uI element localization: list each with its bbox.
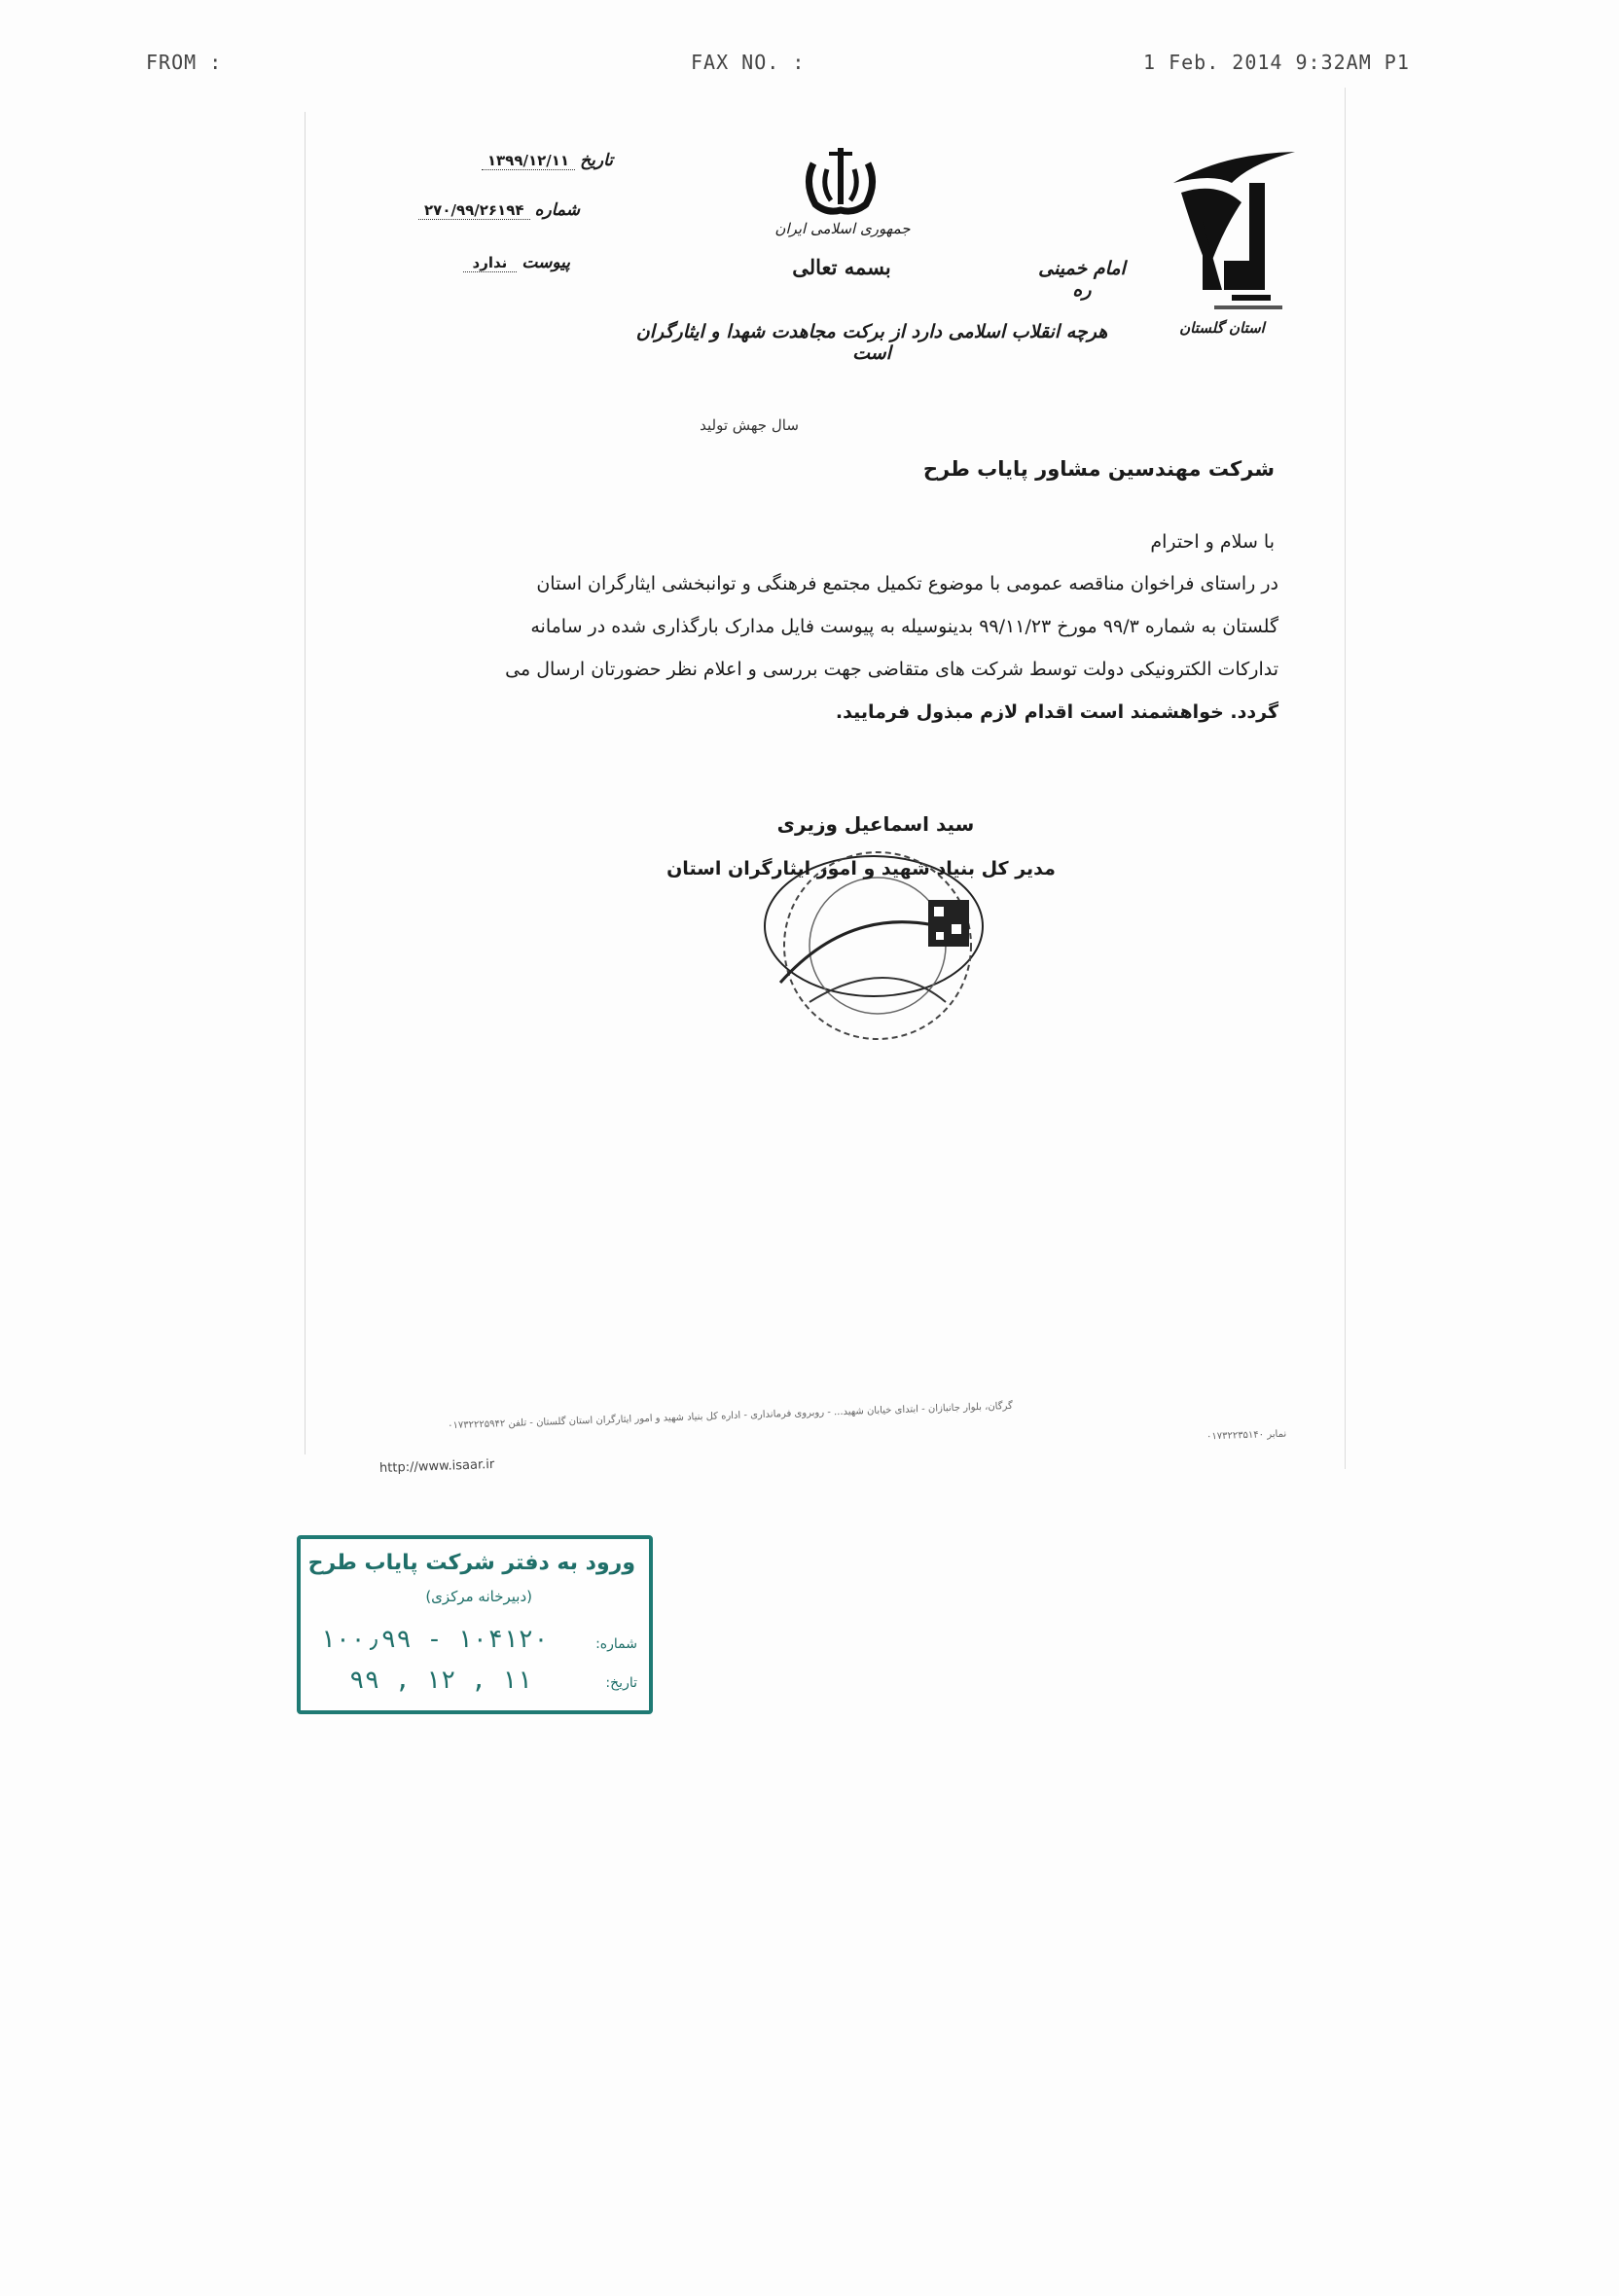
iran-emblem-icon bbox=[802, 144, 880, 216]
body-line-1: در راستای فراخوان مناقصه عمومی با موضوع تکمیل مجتمع فرهنگی و توانبخشی ایثارگران استان bbox=[536, 573, 1278, 594]
stamp-date-label: تاریخ: bbox=[605, 1675, 637, 1691]
imam-quote-label: امام خمینی ره bbox=[1038, 258, 1126, 301]
year-slogan: سال جهش تولید bbox=[700, 416, 799, 434]
org-logo-caption: استان گلستان bbox=[1179, 319, 1265, 337]
received-stamp bbox=[297, 1535, 653, 1714]
attachment-value: ندارد bbox=[463, 254, 518, 272]
date-value: ۱۳۹۹/۱۲/۱۱ bbox=[482, 152, 575, 170]
fax-from: FROM : bbox=[146, 51, 223, 74]
body-line-3: تدارکات الکترونیکی دولت توسط شرکت های متقاضی جهت بررسی و اعلام نظر حضورتان ارسال می bbox=[505, 659, 1278, 680]
motto: هرچه انقلاب اسلامی دارد از برکت مجاهدت شهدا و ایثارگران است bbox=[635, 321, 1108, 364]
footer-fax: نمابر ۰۱۷۳۲۲۳۵۱۴۰ bbox=[1205, 1428, 1287, 1443]
right-margin-line bbox=[1345, 88, 1346, 1469]
fax-number: FAX NO. : bbox=[691, 51, 806, 74]
attachment-row bbox=[385, 253, 570, 272]
body-line-2: گلستان به شماره ۹۹/۳ مورخ ۹۹/۱۱/۲۳ بدینوسیله به پیوست فایل مدارک بارگذاری شده در سامانه bbox=[530, 616, 1278, 637]
attachment-label: پیوست bbox=[522, 253, 570, 272]
number-value: ۲۷۰/۹۹/۲۶۱۹۴ bbox=[418, 201, 530, 220]
fax-timestamp: 1 Feb. 2014 9:32AM P1 bbox=[1143, 51, 1410, 74]
number-row bbox=[395, 200, 580, 220]
date-label: تاریخ bbox=[580, 151, 613, 170]
stamp-title: ورود به دفتر شرکت پایاب طرح bbox=[307, 1551, 635, 1575]
stamp-number-label: شماره: bbox=[595, 1636, 637, 1652]
signatory-title: مدیر کل بنیاد شهید و امور ایثارگران استان bbox=[666, 858, 1056, 879]
stamp-subtitle: (دبیرخانه مرکزی) bbox=[425, 1588, 532, 1605]
bismillah: بسمه تعالی bbox=[792, 255, 891, 279]
signatory-name: سید اسماعیل وزیری bbox=[776, 812, 975, 836]
footer-website: http://www.isaar.ir bbox=[378, 1456, 495, 1477]
left-margin-line bbox=[305, 112, 306, 1454]
recipient: شرکت مهندسین مشاور پایاب طرح bbox=[922, 457, 1275, 481]
stamp-date-value: ۹۹ , ۱۲ , ۱۱ bbox=[349, 1666, 532, 1695]
date-row bbox=[409, 151, 613, 170]
emblem-caption: جمهوری اسلامی ایران bbox=[774, 220, 911, 237]
stamp-number-value: ۱۰۰٫۹۹ - ۱۰۴۱۲۰ bbox=[320, 1625, 549, 1654]
greeting: با سلام و احترام bbox=[1150, 531, 1275, 553]
number-label: شماره bbox=[534, 200, 580, 220]
footer-address: گرگان، بلوار جانبازان - ابتدای خیابان شهید... - روبروی فرمانداری - اداره کل بنیاد شهید و امور ایثارگران استان گلستان - تلفن ۰۱۷۳۲۲۲۵۹۴۲ bbox=[447, 1400, 1013, 1432]
letter-body bbox=[325, 562, 1278, 734]
body-line-4: گردد. خواهشمند است اقدام لازم مبذول فرمایید. bbox=[835, 701, 1278, 723]
